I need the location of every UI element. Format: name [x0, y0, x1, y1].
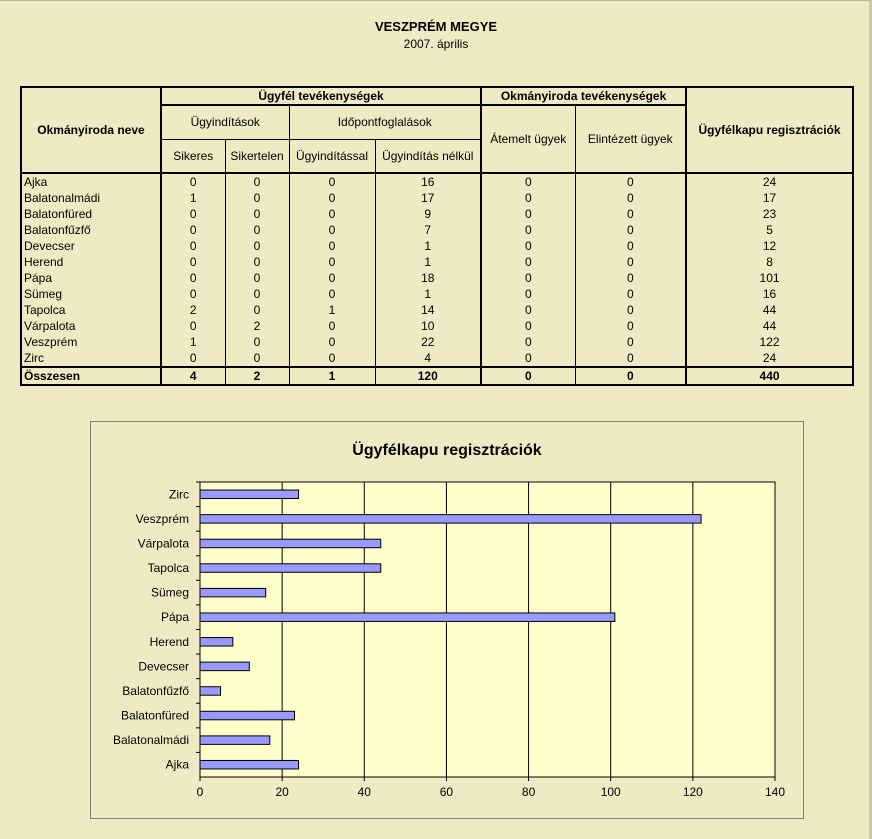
value-cell: 0 [289, 222, 375, 238]
table-row [21, 206, 853, 222]
value-cell: 0 [161, 350, 225, 367]
value-cell: 44 [686, 318, 853, 334]
value-cell: 22 [375, 334, 481, 350]
bar [200, 564, 381, 573]
window-top-edge [0, 0, 872, 1]
value-cell: 1 [375, 238, 481, 254]
subheader-initiations: Ügyindítások [161, 105, 289, 139]
office-name-cell: Pápa [21, 270, 161, 286]
office-name-cell: Ajka [21, 173, 161, 190]
category-label: Ajka [165, 757, 189, 772]
value-cell: 0 [289, 254, 375, 270]
col-header-portal: Ügyfélkapu regisztrációk [686, 87, 853, 173]
table-row [21, 190, 853, 206]
office-name-cell: Balatonfűzfő [21, 222, 161, 238]
value-cell: 0 [289, 238, 375, 254]
value-cell: 1 [375, 254, 481, 270]
value-cell: 0 [161, 254, 225, 270]
bar [200, 736, 270, 745]
value-cell: 0 [575, 270, 686, 286]
value-cell: 0 [225, 334, 289, 350]
office-name-cell: Várpalota [21, 318, 161, 334]
value-cell: 440 [686, 367, 853, 385]
x-tick-label: 40 [357, 785, 371, 799]
table-row [21, 238, 853, 254]
value-cell: 9 [375, 206, 481, 222]
value-cell: 0 [575, 206, 686, 222]
category-label: Devecser [138, 659, 189, 674]
value-cell: 0 [481, 190, 575, 206]
value-cell: 0 [161, 206, 225, 222]
x-tick-label: 80 [521, 785, 536, 799]
value-cell: 16 [375, 173, 481, 190]
value-cell: 1 [161, 334, 225, 350]
value-cell: 0 [161, 222, 225, 238]
bar [200, 687, 221, 696]
value-cell: 4 [161, 367, 225, 385]
bar [200, 515, 701, 524]
category-label: Balatonfűzfő [122, 683, 189, 698]
x-tick-label: 20 [275, 785, 289, 799]
value-cell: 0 [481, 238, 575, 254]
value-cell: 2 [225, 367, 289, 385]
statistics-table [20, 86, 854, 386]
value-cell: 0 [575, 173, 686, 190]
value-cell: 1 [375, 286, 481, 302]
bar [200, 588, 266, 597]
bar-chart [91, 422, 803, 818]
bar [200, 662, 249, 671]
value-cell: 0 [289, 270, 375, 286]
value-cell: 0 [481, 302, 575, 318]
value-cell: 0 [225, 173, 289, 190]
value-cell: 24 [686, 173, 853, 190]
value-cell: 44 [686, 302, 853, 318]
table-row [21, 270, 853, 286]
value-cell: 0 [225, 222, 289, 238]
value-cell: 122 [686, 334, 853, 350]
value-cell: 2 [225, 318, 289, 334]
x-tick-label: 100 [600, 785, 621, 799]
value-cell: 1 [161, 190, 225, 206]
value-cell: 5 [686, 222, 853, 238]
value-cell: 0 [225, 190, 289, 206]
value-cell: 17 [375, 190, 481, 206]
category-label: Veszprém [135, 511, 189, 526]
value-cell: 2 [161, 302, 225, 318]
page-title: VESZPRÉM MEGYE [374, 19, 498, 34]
table-row [21, 254, 853, 270]
value-cell: 0 [575, 238, 686, 254]
col-header-without-init: Ügyindítás nélkül [375, 139, 481, 173]
value-cell: 0 [225, 238, 289, 254]
office-name-cell: Összesen [21, 367, 161, 385]
value-cell: 24 [686, 350, 853, 367]
value-cell: 0 [481, 350, 575, 367]
table-row [21, 350, 853, 367]
table-row [21, 318, 853, 334]
category-label: Várpalota [137, 536, 189, 551]
value-cell: 0 [225, 270, 289, 286]
chart-panel [90, 421, 804, 819]
value-cell: 8 [686, 254, 853, 270]
x-tick-label: 0 [196, 785, 204, 799]
office-name-cell: Sümeg [21, 286, 161, 302]
category-label: Pápa [160, 610, 189, 625]
category-label: Zirc [169, 487, 189, 502]
value-cell: 12 [686, 238, 853, 254]
col-header-transferred: Átemelt ügyek [481, 105, 575, 173]
value-cell: 0 [481, 206, 575, 222]
table-row [21, 222, 853, 238]
value-cell: 0 [161, 318, 225, 334]
value-cell: 18 [375, 270, 481, 286]
value-cell: 0 [481, 334, 575, 350]
value-cell: 0 [289, 318, 375, 334]
value-cell: 23 [686, 206, 853, 222]
value-cell: 0 [161, 173, 225, 190]
value-cell: 120 [375, 367, 481, 385]
value-cell: 0 [225, 350, 289, 367]
value-cell: 16 [686, 286, 853, 302]
x-tick-label: 60 [439, 785, 454, 799]
value-cell: 0 [575, 190, 686, 206]
bar [200, 760, 299, 769]
plot-area [200, 482, 775, 777]
value-cell: 0 [481, 318, 575, 334]
office-name-cell: Zirc [21, 350, 161, 367]
value-cell: 0 [481, 367, 575, 385]
value-cell: 0 [225, 206, 289, 222]
value-cell: 7 [375, 222, 481, 238]
subheader-bookings: Időpontfoglalások [289, 105, 481, 139]
value-cell: 14 [375, 302, 481, 318]
value-cell: 0 [225, 254, 289, 270]
bar [200, 638, 233, 647]
value-cell: 0 [575, 286, 686, 302]
value-cell: 0 [575, 254, 686, 270]
category-label: Balatonfüred [120, 708, 189, 723]
table-row [21, 173, 853, 190]
bar [200, 539, 381, 548]
value-cell: 0 [161, 270, 225, 286]
office-name-cell: Balatonalmádi [21, 190, 161, 206]
value-cell: 4 [375, 350, 481, 367]
value-cell: 0 [481, 254, 575, 270]
office-name-cell: Balatonfüred [21, 206, 161, 222]
table-row [21, 302, 853, 318]
col-header-handled: Elintézett ügyek [575, 105, 686, 173]
value-cell: 0 [575, 222, 686, 238]
group-header-client: Ügyfél tevékenységek [161, 87, 481, 105]
value-cell: 0 [481, 173, 575, 190]
value-cell: 0 [161, 238, 225, 254]
value-cell: 0 [225, 286, 289, 302]
table-row [21, 334, 853, 350]
bar [200, 711, 294, 720]
value-cell: 0 [575, 318, 686, 334]
col-header-with-init: Ügyindítással [289, 139, 375, 173]
table-row [21, 286, 853, 302]
value-cell: 1 [289, 367, 375, 385]
value-cell: 0 [289, 206, 375, 222]
value-cell: 0 [225, 302, 289, 318]
x-tick-label: 120 [682, 785, 703, 799]
value-cell: 17 [686, 190, 853, 206]
value-cell: 0 [289, 190, 375, 206]
col-header-office: Okmányiroda neve [21, 87, 161, 173]
value-cell: 0 [289, 334, 375, 350]
office-name-cell: Tapolca [21, 302, 161, 318]
category-label: Tapolca [147, 561, 189, 576]
value-cell: 0 [481, 286, 575, 302]
value-cell: 1 [289, 302, 375, 318]
value-cell: 101 [686, 270, 853, 286]
value-cell: 0 [161, 286, 225, 302]
office-name-cell: Herend [21, 254, 161, 270]
page-subtitle: 2007. április [403, 37, 469, 51]
value-cell: 0 [481, 222, 575, 238]
category-label: Sümeg [150, 585, 189, 600]
col-header-failed: Sikertelen [225, 139, 289, 173]
office-name-cell: Veszprém [21, 334, 161, 350]
value-cell: 0 [289, 350, 375, 367]
col-header-success: Sikeres [161, 139, 225, 173]
office-name-cell: Devecser [21, 238, 161, 254]
bar [200, 613, 615, 622]
total-row [21, 367, 853, 385]
value-cell: 0 [575, 334, 686, 350]
value-cell: 0 [289, 286, 375, 302]
table-body [21, 173, 853, 385]
bar [200, 490, 299, 499]
group-header-office: Okmányiroda tevékenységek [481, 87, 686, 105]
value-cell: 0 [575, 367, 686, 385]
value-cell: 0 [575, 302, 686, 318]
value-cell: 0 [481, 270, 575, 286]
chart-title: Ügyfélkapu regisztrációk [352, 442, 542, 459]
value-cell: 10 [375, 318, 481, 334]
x-tick-label: 140 [764, 785, 786, 799]
value-cell: 0 [575, 350, 686, 367]
value-cell: 0 [289, 173, 375, 190]
category-label: Balatonalmádi [112, 733, 189, 748]
category-label: Herend [149, 634, 189, 649]
